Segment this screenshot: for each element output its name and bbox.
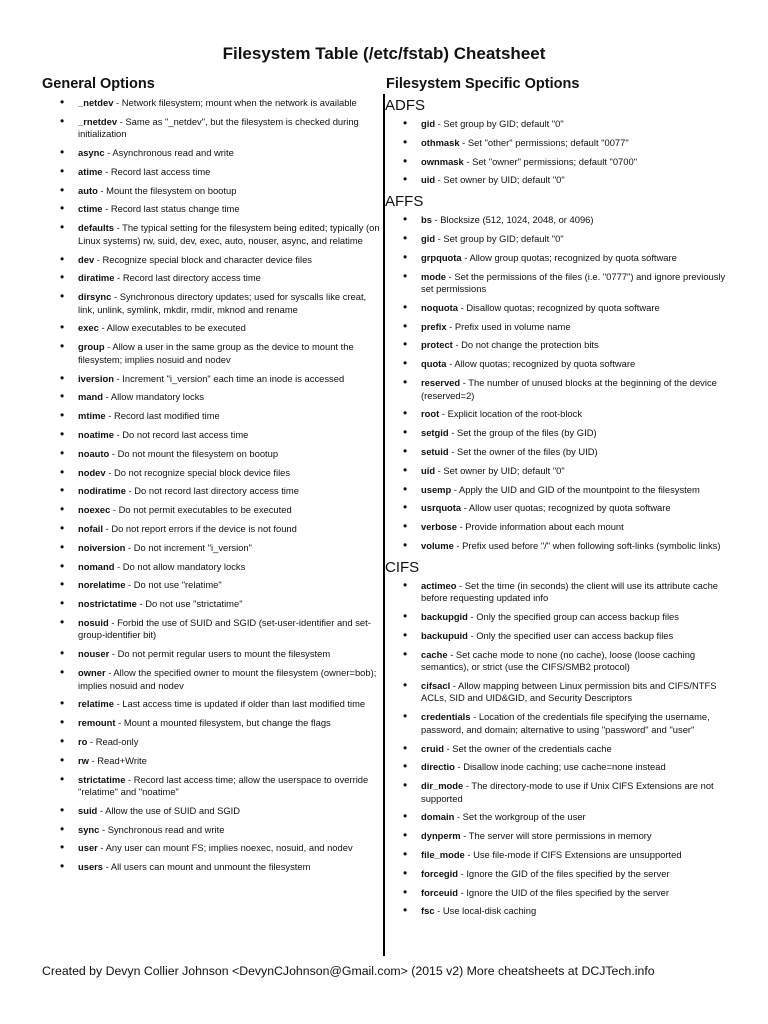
option-name: reserved	[421, 377, 461, 389]
option-item	[42, 598, 382, 611]
option-item	[42, 542, 382, 555]
option-name: nodev	[78, 466, 106, 478]
option-name: uid	[421, 174, 436, 186]
option-description: - Read+Write	[88, 754, 147, 766]
fs-section-heading: AFFS	[385, 193, 424, 211]
option-name: noquota	[421, 301, 458, 313]
general-options-column	[42, 76, 382, 880]
option-name: noatime	[78, 428, 114, 440]
fs-section-heading: CIFS	[385, 558, 420, 576]
option-item	[42, 467, 382, 480]
option-description: - Mount the filesystem on bootup	[97, 184, 237, 196]
option-name: nouser	[78, 648, 110, 660]
option-description: - Only the specified user can access backup files	[467, 629, 674, 641]
fs-option-list	[386, 580, 726, 918]
option-description: - Synchronous directory updates; used for syscalls like creat, link, unlink, symlink, mkdir, rmdir, mknod and rename	[78, 291, 367, 315]
option-description: - Set the time (in seconds) the client will use its attribute cache before requesting updated info	[421, 579, 719, 604]
option-name: ctime	[78, 203, 103, 215]
option-item	[386, 446, 726, 459]
option-description: - Do not record last directory access time	[125, 485, 299, 497]
option-item	[42, 448, 382, 461]
option-description: - Do not report errors if the device is not found	[103, 522, 297, 534]
option-description: - Set the workgroup of the user	[454, 811, 586, 823]
option-name: owner	[78, 667, 106, 679]
option-description: - Blocksize (512, 1024, 2048, or 4096)	[431, 214, 594, 226]
option-item	[386, 611, 726, 624]
option-name: file_mode	[421, 849, 465, 860]
option-name: forceuid	[421, 886, 458, 898]
option-item	[386, 711, 726, 736]
option-name: diratime	[78, 272, 115, 284]
option-item	[42, 116, 382, 141]
option-description: - Any user can mount FS; implies noexec, nosuid, and nodev	[97, 842, 353, 854]
option-description: - Do not mount the filesystem on bootup	[109, 447, 279, 459]
fs-option-list	[386, 118, 726, 187]
option-item	[42, 291, 382, 316]
option-description: - Only the specified group can access backup files	[467, 611, 679, 623]
option-name: grpquota	[421, 251, 462, 263]
option-description: - The directory-mode to use if Unix CIFS Extensions are not supported	[421, 780, 714, 804]
option-description: - Allow user quotas; recognized by quota software	[461, 502, 671, 514]
option-name: setgid	[421, 427, 449, 439]
option-name: nodiratime	[78, 485, 126, 497]
option-name: relatime	[78, 698, 114, 710]
option-name: setuid	[421, 445, 449, 457]
option-item	[42, 579, 382, 592]
option-description: - Same as "_netdev", but the filesystem is checked during initialization	[78, 115, 359, 140]
option-description: - Allow the specified owner to mount the filesystem (owner=bob); implies nosuid and nodev	[78, 667, 377, 691]
option-name: gid	[421, 232, 436, 244]
option-description: - Asynchronous read and write	[104, 147, 234, 159]
fs-section-adfs	[386, 97, 726, 187]
option-item	[42, 185, 382, 198]
option-name: ownmask	[421, 155, 464, 167]
option-name: protect	[421, 339, 453, 351]
option-description: - Set the owner of the credentials cache	[443, 742, 612, 754]
option-description: - Record last access time; allow the userspace to override "relatime" and "noatime"	[78, 773, 369, 797]
option-description: - Allow a user in the same group as the device to mount the filesystem; implies nosuid and nodev	[78, 341, 354, 365]
option-name: user	[78, 842, 98, 854]
fs-option-list	[386, 214, 726, 552]
option-description: - Use local-disk caching	[434, 905, 537, 917]
option-name: _netdev	[78, 97, 114, 108]
option-description: - All users can mount and unmount the filesystem	[103, 861, 311, 873]
option-item	[42, 410, 382, 423]
option-name: auto	[78, 184, 98, 196]
option-description: - Use file-mode if CIFS Extensions are unsupported	[464, 849, 682, 860]
option-name: volume	[421, 539, 454, 551]
option-item	[386, 484, 726, 497]
option-item	[386, 377, 726, 402]
option-item	[42, 322, 382, 335]
option-item	[386, 540, 726, 553]
option-description: - Set cache mode to none (no cache), loose (loose caching semantics), or strict (use the CIFS/SMB2 protocol)	[421, 648, 696, 673]
option-item	[42, 648, 382, 661]
option-item	[386, 271, 726, 296]
option-description: - Set "other" permissions; default "0077"	[459, 136, 629, 148]
option-description: - Allow group quotas; recognized by quota software	[461, 251, 677, 263]
option-item	[42, 755, 382, 768]
option-description: - Location of the credentials file specifying the username, password, and domain; alternative to using "password" and "user"	[421, 711, 710, 735]
option-description: - Network filesystem; mount when the network is available	[113, 97, 357, 108]
option-description: - Do not increment "i_version"	[125, 541, 252, 553]
option-name: suid	[78, 804, 98, 816]
option-name: cruid	[421, 742, 444, 754]
option-item	[386, 358, 726, 371]
option-name: cifsacl	[421, 679, 451, 691]
option-description: - Prefix used in volume name	[446, 320, 571, 332]
option-item	[42, 861, 382, 874]
option-name: defaults	[78, 222, 114, 234]
option-description: - Provide information about each mount	[456, 521, 624, 533]
option-item	[42, 373, 382, 386]
option-name: noexec	[78, 504, 111, 516]
option-description: - Allow mapping between Linux permission bits and CIFS/NTFS ACLs, SID and UID&GID, and Security Descriptors	[421, 679, 717, 704]
option-item	[386, 743, 726, 756]
option-item	[386, 849, 726, 862]
option-description: - Do not permit regular users to mount the filesystem	[109, 648, 331, 660]
option-name: nostrictatime	[78, 598, 137, 610]
option-description: - Do not use "relatime"	[125, 579, 222, 591]
option-item	[386, 780, 726, 805]
option-item	[386, 905, 726, 918]
option-name: domain	[421, 811, 455, 823]
footer-credit: Created by Devyn Collier Johnson <DevynCJohnson@Gmail.com> (2015 v2) More cheatsheets at DCJTech.info	[42, 964, 655, 978]
general-options-heading: General Options	[42, 76, 155, 92]
option-item	[386, 174, 726, 187]
option-item	[386, 630, 726, 643]
option-name: iversion	[78, 372, 114, 384]
option-item	[386, 321, 726, 334]
option-name: verbose	[421, 521, 457, 533]
option-description: - Do not allow mandatory locks	[114, 560, 246, 572]
option-item	[386, 214, 726, 227]
option-name: exec	[78, 322, 99, 334]
option-description: - Record last status change time	[102, 203, 240, 215]
option-item	[42, 842, 382, 855]
option-name: group	[78, 341, 105, 353]
option-item	[386, 502, 726, 515]
option-name: mode	[421, 270, 447, 282]
option-item	[42, 805, 382, 818]
option-item	[42, 203, 382, 216]
option-item	[386, 830, 726, 843]
option-description: - Record last access time	[102, 165, 211, 177]
option-item	[386, 680, 726, 705]
option-description: - Synchronous read and write	[99, 823, 225, 835]
fs-section-affs	[386, 193, 726, 552]
option-description: - Apply the UID and GID of the mountpoint to the filesystem	[451, 483, 700, 495]
option-item	[42, 698, 382, 711]
option-item	[42, 736, 382, 749]
option-name: ro	[78, 735, 88, 747]
option-item	[42, 485, 382, 498]
general-options-list	[42, 97, 382, 874]
option-item	[42, 504, 382, 517]
option-item	[386, 427, 726, 440]
option-name: fsc	[421, 905, 435, 917]
option-item	[386, 465, 726, 478]
option-description: - Forbid the use of SUID and SGID (set-user-identifier and set-group-identifier bit)	[78, 616, 371, 641]
option-name: remount	[78, 717, 116, 729]
option-description: - Set group by GID; default "0"	[435, 118, 564, 129]
option-description: - The number of unused blocks at the beginning of the device (reserved=2)	[421, 377, 717, 401]
option-item	[42, 717, 382, 730]
option-name: norelatime	[78, 579, 126, 591]
option-description: - Set the group of the files (by GID)	[448, 427, 597, 439]
option-name: dynperm	[421, 830, 461, 842]
option-item	[386, 137, 726, 150]
option-item	[42, 341, 382, 366]
option-description: - Do not record last access time	[113, 428, 249, 440]
option-item	[42, 254, 382, 267]
option-description: - Mount a mounted filesystem, but change the flags	[115, 717, 331, 729]
option-name: noauto	[78, 447, 110, 459]
option-item	[386, 868, 726, 881]
option-description: - Do not use "strictatime"	[136, 598, 243, 610]
option-item	[42, 391, 382, 404]
option-description: - Ignore the UID of the files specified by the server	[457, 886, 670, 898]
column-divider	[383, 94, 385, 956]
option-name: cache	[421, 648, 448, 660]
option-item	[386, 761, 726, 774]
filesystem-specific-column	[386, 76, 726, 924]
option-description: - Set the permissions of the files (i.e. "0777") and ignore previously set permissions	[421, 270, 726, 295]
option-name: usrquota	[421, 502, 462, 514]
option-name: noiversion	[78, 541, 126, 553]
option-item	[386, 408, 726, 421]
option-name: othmask	[421, 136, 460, 148]
option-name: quota	[421, 358, 447, 370]
option-name: nomand	[78, 560, 115, 572]
option-item	[386, 887, 726, 900]
fs-section-heading: ADFS	[385, 97, 426, 114]
option-item	[386, 521, 726, 534]
option-item	[386, 302, 726, 315]
fs-section-cifs	[386, 559, 726, 918]
option-description: - Allow quotas; recognized by quota software	[446, 358, 636, 370]
option-description: - Do not permit executables to be executed	[110, 504, 292, 516]
option-item	[386, 156, 726, 169]
option-item	[42, 147, 382, 160]
option-name: _rnetdev	[78, 115, 118, 127]
option-item	[42, 667, 382, 692]
option-description: - Explicit location of the root-block	[439, 408, 583, 420]
option-item	[42, 523, 382, 536]
option-item	[42, 272, 382, 285]
option-description: - Record last modified time	[105, 410, 220, 422]
filesystem-sections	[386, 97, 726, 918]
option-name: prefix	[421, 320, 447, 332]
option-description: - Allow executables to be executed	[98, 322, 246, 334]
option-description: - The server will store permissions in memory	[460, 830, 652, 842]
option-name: forcegid	[421, 867, 458, 879]
option-description: - The typical setting for the filesystem being edited; typically (on Linux systems) rw, suid, dev, exec, auto, nouser, async, and relatime	[78, 222, 380, 246]
option-description: - Do not change the protection bits	[452, 339, 599, 351]
option-description: - Set group by GID; default "0"	[435, 232, 564, 244]
page-title: Filesystem Table (/etc/fstab) Cheatsheet	[222, 44, 546, 63]
option-name: actimeo	[421, 579, 457, 591]
option-name: gid	[421, 118, 436, 129]
option-description: - Prefix used before "/" when following soft-links (symbolic links)	[453, 539, 721, 551]
option-name: usemp	[421, 483, 452, 495]
option-name: nosuid	[78, 616, 109, 628]
option-description: - Do not recognize special block device files	[105, 466, 291, 478]
option-name: rw	[78, 754, 89, 766]
filesystem-specific-heading: Filesystem Specific Options	[386, 76, 580, 92]
option-name: bs	[421, 214, 432, 226]
option-item	[42, 429, 382, 442]
option-name: strictatime	[78, 773, 126, 785]
option-name: async	[78, 147, 105, 159]
option-item	[386, 339, 726, 352]
option-item	[42, 222, 382, 247]
option-item	[42, 561, 382, 574]
option-name: users	[78, 861, 104, 873]
option-name: backupuid	[421, 629, 468, 641]
option-item	[386, 649, 726, 674]
option-item	[42, 617, 382, 642]
option-description: - Recognize special block and character device files	[94, 253, 312, 265]
option-name: uid	[421, 464, 436, 476]
option-description: - Set owner by UID; default "0"	[435, 464, 565, 476]
option-name: nofail	[78, 522, 103, 534]
option-description: - Allow the use of SUID and SGID	[97, 804, 241, 816]
option-description: - Read-only	[87, 735, 139, 747]
option-name: atime	[78, 165, 103, 177]
option-description: - Last access time is updated if older than last modified time	[113, 698, 366, 710]
option-description: - Disallow quotas; recognized by quota software	[457, 301, 660, 313]
option-item	[42, 774, 382, 799]
option-name: backupgid	[421, 611, 468, 623]
option-description: - Ignore the GID of the files specified by the server	[457, 867, 670, 879]
option-item	[42, 824, 382, 837]
option-name: credentials	[421, 711, 471, 723]
option-description: - Disallow inode caching; use cache=none instead	[454, 761, 666, 773]
option-name: sync	[78, 823, 100, 835]
option-description: - Increment "i_version" each time an inode is accessed	[113, 372, 345, 384]
option-description: - Set the owner of the files (by UID)	[448, 445, 598, 457]
option-name: dirsync	[78, 291, 112, 303]
option-name: root	[421, 408, 440, 420]
option-description: - Allow mandatory locks	[103, 391, 205, 403]
option-item	[386, 252, 726, 265]
option-item	[42, 166, 382, 179]
option-name: dev	[78, 253, 95, 265]
option-name: directio	[421, 761, 455, 773]
option-name: mtime	[78, 410, 106, 422]
option-description: - Set "owner" permissions; default "0700"	[463, 155, 638, 167]
option-name: dir_mode	[421, 780, 464, 792]
option-item	[386, 118, 726, 131]
option-item	[42, 97, 382, 110]
option-item	[386, 580, 726, 605]
option-item	[386, 233, 726, 246]
option-description: - Set owner by UID; default "0"	[435, 174, 565, 186]
option-description: - Record last directory access time	[114, 272, 261, 284]
option-name: mand	[78, 391, 104, 403]
option-item	[386, 811, 726, 824]
